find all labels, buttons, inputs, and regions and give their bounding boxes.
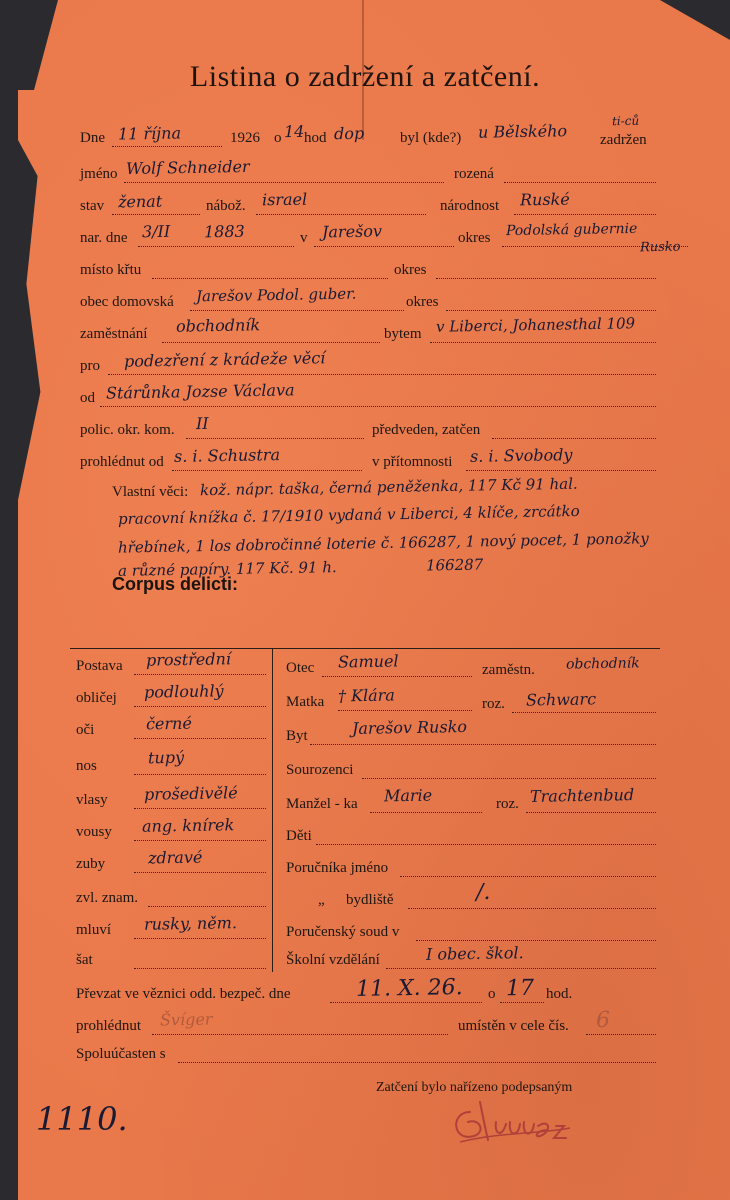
sat-label: šat — [76, 952, 93, 968]
postava-label: Postava — [76, 658, 123, 674]
matka-roz-value: Schwarc — [525, 689, 597, 710]
zamestnani-value: obchodník — [175, 315, 261, 336]
vousy-value: ang. knírek — [141, 815, 235, 836]
oci-label: oči — [76, 722, 95, 738]
prohlednut-bottom-line — [152, 1034, 448, 1035]
nar-v-value: Jarešov — [321, 221, 383, 242]
naboz-label: nábož. — [206, 198, 246, 214]
pro-value: podezření z krádeže věcí — [123, 348, 326, 371]
sourozenci-line — [362, 778, 656, 779]
zuby-value: zdravé — [147, 847, 203, 868]
kde-extra: ti-ců — [611, 113, 640, 129]
prohlednut-bottom-label: prohlédnut — [76, 1018, 141, 1034]
od-value: Stárůnka Jozse Václava — [105, 380, 295, 403]
hod-value: dop — [333, 123, 365, 144]
vlasy-value: prošedivělé — [143, 783, 238, 804]
prevzat-line — [330, 1002, 482, 1003]
nar-okres-value2: Rusko — [639, 239, 681, 256]
mistokrtu-okres-label: okres — [394, 262, 427, 278]
rozena-label: rozená — [454, 166, 494, 182]
hod-line — [500, 1002, 544, 1003]
oblicej-line — [134, 706, 266, 707]
postava-value: prostřední — [145, 649, 232, 670]
soud-label: Poručenský soud v — [286, 924, 400, 940]
vlastni-veci-label: Vlastní věci: — [112, 484, 189, 500]
porucnik-line — [400, 876, 656, 877]
zamestnani-label: zaměstnání — [80, 326, 148, 342]
dne-label: Dne — [80, 130, 105, 146]
zamestn-label: zaměstn. — [482, 662, 535, 678]
zuby-line — [134, 872, 266, 873]
rozena-line — [504, 182, 656, 183]
nos-label: nos — [76, 758, 97, 774]
pritomnosti-line — [466, 470, 656, 471]
polic-value: II — [195, 413, 209, 434]
document-title: Listina o zadržení a zatčení. — [189, 60, 541, 93]
byt-value: Jarešov Rusko — [351, 716, 468, 739]
otec-value: Samuel — [337, 651, 399, 672]
matka-roz-line — [512, 712, 656, 713]
mluvi-label: mluví — [76, 922, 112, 938]
vlasy-line — [134, 808, 266, 809]
matka-value: † Klára — [337, 685, 396, 706]
vlastni-veci-line: hřebínek, 1 los dobročinné loterie č. 166287, 1 nový pocet, 1 ponožky — [117, 529, 649, 557]
manzel-line — [370, 812, 482, 813]
vlastni-veci-line: a různé papíry. 117 Kč. 91 h. — [117, 558, 337, 580]
naboz-value: israel — [261, 189, 308, 210]
od-line — [100, 406, 656, 407]
prohlednut-bottom-value: Švíger — [159, 1009, 213, 1030]
otec-label: Otec — [286, 660, 315, 676]
prevzat-value: 11. X. 26. — [355, 975, 463, 1002]
pro-label: pro — [80, 358, 100, 374]
bydliste-label: bydliště — [346, 892, 394, 908]
kde-label: byl (kde?) — [400, 130, 462, 146]
postava-line — [134, 674, 266, 675]
polic-label: polic. okr. kom. — [80, 422, 175, 438]
stav-line — [112, 214, 200, 215]
vlasy-label: vlasy — [76, 792, 108, 808]
bytem-line — [430, 342, 656, 343]
nar-v-label: v — [300, 230, 308, 246]
nar-line — [138, 246, 294, 247]
archive-number: 1110. — [36, 1100, 128, 1138]
mistokrtu-line — [152, 278, 388, 279]
jmeno-line — [124, 182, 444, 183]
vlastni-veci-line: pracovní knížka č. 17/1910 vydaná v Liberci, 4 klíče, zrcátko — [117, 501, 580, 529]
matka-roz-label: roz. — [482, 696, 505, 712]
obec-okres-label: okres — [406, 294, 439, 310]
prohlednut-line — [172, 470, 362, 471]
bydliste-quote: „ — [318, 892, 325, 908]
vzdelani-label: Školní vzdělání — [286, 952, 380, 968]
year-label: 1926 — [230, 130, 260, 146]
polic-line — [186, 438, 364, 439]
stav-value: ženat — [117, 191, 163, 212]
jmeno-label: jméno — [80, 166, 118, 182]
nar-label: nar. dne — [80, 230, 128, 246]
pritomnosti-value: s. i. Svobody — [469, 445, 573, 466]
vlastni-veci-number: 166287 — [425, 555, 484, 575]
narodnost-label: národnost — [440, 198, 500, 214]
narodnost-value: Ruské — [519, 189, 570, 210]
prevzat-hod-label: hod. — [546, 986, 573, 1002]
byt-line — [310, 744, 656, 745]
dne-value: 11 října — [117, 123, 182, 144]
cele-value: 6 — [595, 1007, 611, 1034]
zvl-znam-line — [148, 906, 266, 907]
obec-label: obec domovská — [80, 294, 174, 310]
byt-label: Byt — [286, 728, 308, 744]
mluvi-value: rusky, něm. — [143, 913, 238, 934]
bydliste-value: /. — [475, 879, 491, 906]
prevzat-o: o — [488, 986, 496, 1002]
predveden-label: předveden, zatčen — [372, 422, 481, 438]
jmeno-value: Wolf Schneider — [125, 156, 250, 179]
hour-value: 14 — [283, 121, 305, 142]
nar-v-line — [314, 246, 454, 247]
prohlednut-value: s. i. Schustra — [173, 445, 281, 466]
predveden-line — [492, 438, 656, 439]
od-label: od — [80, 390, 95, 406]
matka-label: Matka — [286, 694, 325, 710]
obec-line — [190, 310, 404, 311]
sat-line — [134, 968, 266, 969]
obec-value: Jarešov Podol. guber. — [195, 284, 357, 306]
otec-line — [322, 676, 472, 677]
umisten-label: umístěn v cele čís. — [458, 1018, 569, 1034]
pro-line — [108, 374, 656, 375]
obec-okres-line — [446, 310, 656, 311]
vousy-line — [134, 840, 266, 841]
zatceni-label: Zatčení bylo nařízeno podepsaným — [376, 1080, 573, 1095]
prohlednut-label: prohlédnut od — [80, 454, 164, 470]
bydliste-line — [408, 908, 656, 909]
narodnost-line — [514, 214, 656, 215]
vzdelani-value: I obec. škol. — [425, 943, 524, 964]
vlastni-veci-line: kož. nápr. taška, černá peněženka, 117 Kč 91 hal. — [199, 474, 578, 500]
vousy-label: vousy — [76, 824, 112, 840]
zvl-znam-label: zvl. znam. — [76, 890, 139, 906]
mistokrtu-okres-line — [436, 278, 656, 279]
nos-line — [134, 774, 266, 775]
nar-okres-value: Podolská gubernie — [505, 220, 638, 240]
naboz-line — [256, 214, 426, 215]
manzel-label: Manžel - ka — [286, 796, 358, 812]
bytem-value: v Liberci, Johanesthal 109 — [435, 314, 636, 336]
zadrzen-label: zadržen — [600, 132, 647, 148]
vzdelani-line — [386, 968, 656, 969]
hod-label: hod — [304, 130, 327, 146]
porucnik-label: Poručníka jméno — [286, 860, 389, 876]
spoluucasten-line — [178, 1062, 656, 1063]
spoluucasten-label: Spoluúčasten s — [76, 1046, 166, 1062]
pritomnosti-label: v přítomnosti — [372, 454, 453, 470]
manzel-roz-line — [526, 812, 656, 813]
stav-label: stav — [80, 198, 105, 214]
table-divider — [272, 648, 273, 972]
nar-year: 1883 — [203, 221, 245, 242]
corpus-delicti-heading: Corpus delicti: — [112, 574, 239, 594]
zuby-label: zuby — [76, 856, 106, 872]
prevzat-label: Převzat ve věznici odd. bezpeč. dne — [76, 986, 291, 1002]
umisten-line — [586, 1034, 656, 1035]
o-label: o — [274, 130, 282, 146]
zamestn-value: obchodník — [565, 655, 640, 673]
prevzat-hod-value: 17 — [505, 975, 535, 1002]
matka-line — [338, 710, 472, 711]
mistokrtu-label: místo křtu — [80, 262, 142, 278]
nos-value: tupý — [147, 747, 185, 768]
signature — [440, 1092, 580, 1152]
bytem-label: bytem — [384, 326, 422, 342]
nar-value: 3/II — [141, 221, 171, 242]
oci-line — [134, 738, 266, 739]
oblicej-value: podlouhlý — [143, 681, 224, 702]
oblicej-label: obličej — [76, 690, 117, 706]
mluvi-line — [134, 938, 266, 939]
deti-line — [316, 844, 656, 845]
manzel-roz-label: roz. — [496, 796, 519, 812]
soud-line — [416, 940, 656, 941]
nar-okres-label: okres — [458, 230, 491, 246]
sourozenci-label: Sourozenci — [286, 762, 354, 778]
manzel-value: Marie — [383, 785, 433, 806]
manzel-roz-value: Trachtenbud — [529, 785, 635, 806]
zamestnani-line — [162, 342, 380, 343]
deti-label: Děti — [286, 828, 312, 844]
dne-line — [112, 146, 222, 147]
kde-value: u Bělského — [477, 121, 568, 142]
oci-value: černé — [145, 713, 193, 734]
